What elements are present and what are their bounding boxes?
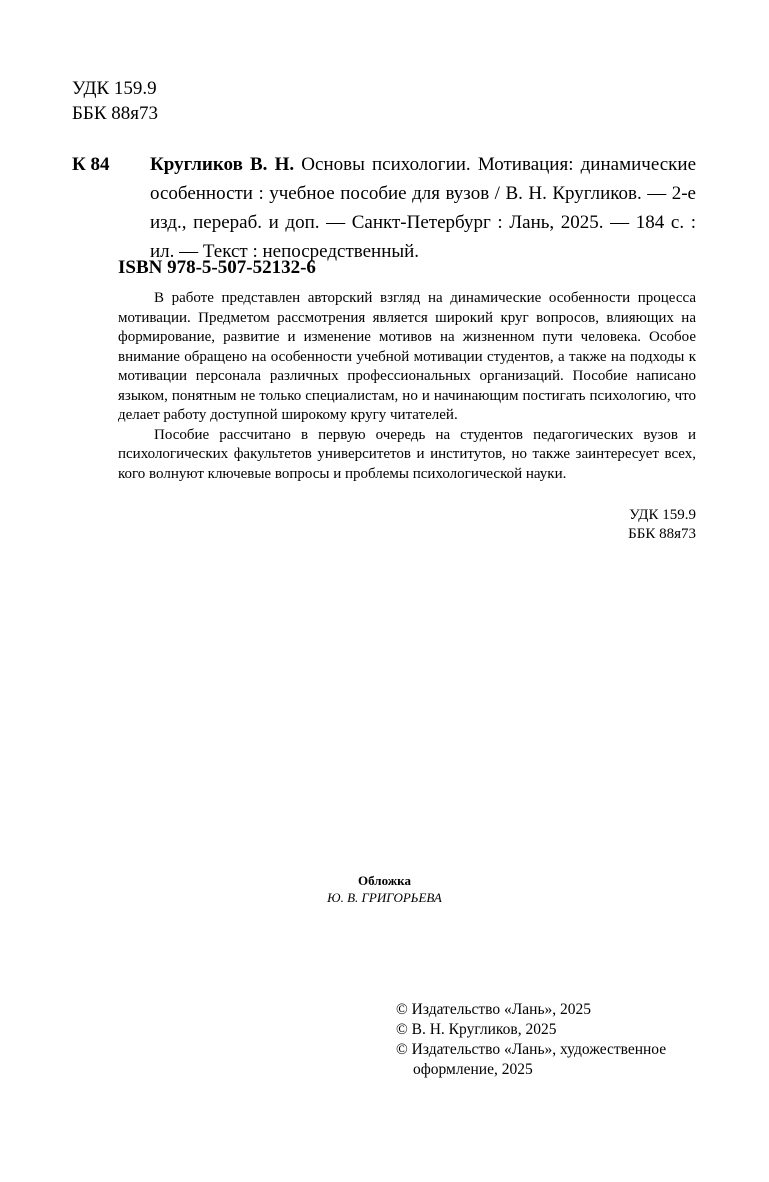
bbk-code-bottom: ББК 88я73 <box>628 526 696 542</box>
annotation-paragraph: В работе представлен авторский взгляд на динамические особенности процесса мотивации. Предметом рассмотрения является широкий круг вопросов, влияющих на формирование, развитие и изменение мотивов на жизненном пути человека. Особое внимание обращено на особенности учебной мотивации студентов, а также на подходы к мотивации персонала различных профессиональных организаций. Пособие написано языком, понятным не только специалистам, но и начинающим постигать психологию, что делает работу доступной широкому кругу читателей. <box>118 290 696 423</box>
author-name: Кругликов В. Н. <box>150 154 295 175</box>
annotation-paragraph: Пособие рассчитано в первую очередь на студентов педагогических вузов и психологических факультетов университетов и институтов, но также заинтересует всех, кого волнуют ключевые вопросы и проблемы психологической науки. <box>118 426 696 482</box>
bibliographic-description: Основы психологии. Мотивация: динамические особенности : учебное пособие для вузов / В. Н. Кругликов. — 2-е изд., перераб. и доп. — Санкт-Петербург : Лань, 2025. — 184 с. : ил. — Текст : непосредственный. <box>150 154 696 262</box>
udk-code-bottom: УДК 159.9 <box>629 507 696 523</box>
isbn: ISBN 978-5-507-52132-6 <box>118 257 316 278</box>
udk-code: УДК 159.9 <box>72 78 157 99</box>
bibliographic-record <box>150 150 696 266</box>
bbk-code: ББК 88я73 <box>72 103 158 124</box>
annotation <box>118 289 696 484</box>
copyright-line: © В. Н. Кругликов, 2025 <box>396 1021 557 1038</box>
author-mark: К 84 <box>72 154 110 175</box>
copyright-line: © Издательство «Лань», 2025 <box>396 1001 592 1018</box>
copyright-line: оформление, 2025 <box>413 1061 533 1078</box>
cover-designer: Ю. В. ГРИГОРЬЕВА <box>327 890 442 905</box>
copyright-line: © Издательство «Лань», художественное <box>396 1041 667 1058</box>
cover-heading: Обложка <box>358 873 411 888</box>
copyright-block <box>396 1000 706 1080</box>
